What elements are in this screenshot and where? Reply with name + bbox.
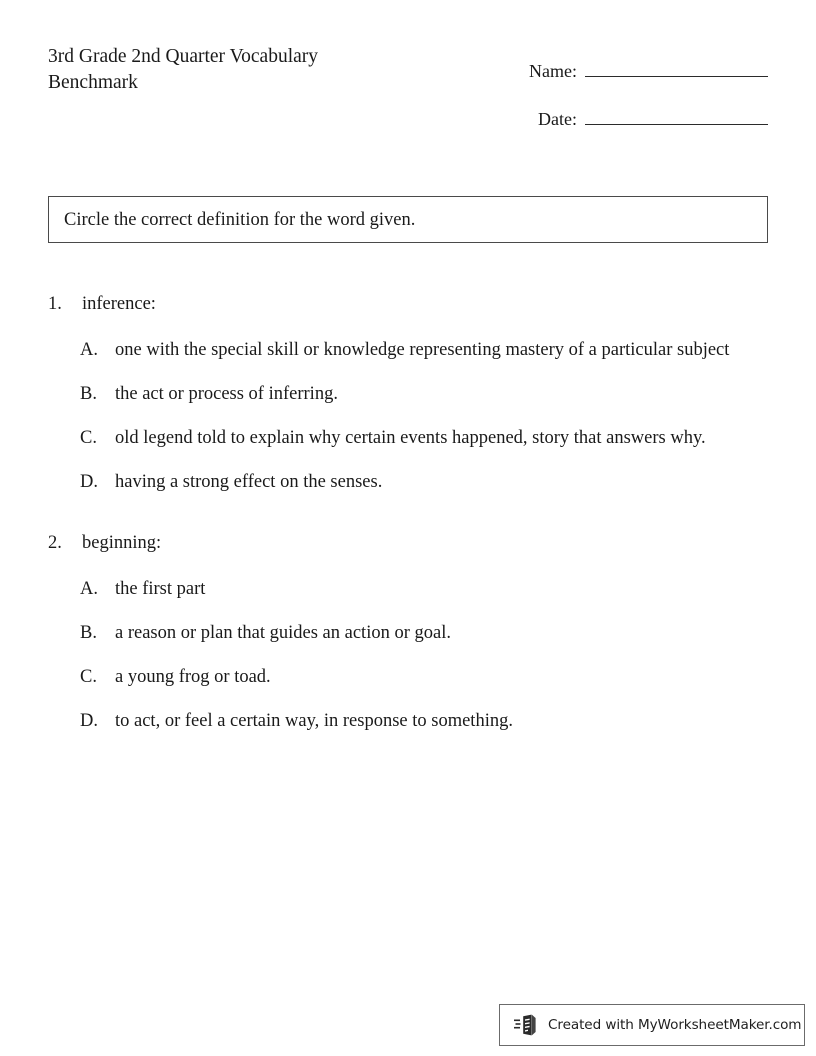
name-date-block (510, 54, 768, 150)
option-text: having a strong effect on the senses. (115, 472, 383, 492)
option-item[interactable] (80, 574, 768, 604)
name-input-line[interactable] (585, 54, 768, 77)
worksheet-maker-badge[interactable] (499, 1004, 805, 1046)
name-label: Name: (529, 61, 577, 81)
option-item[interactable] (80, 706, 768, 736)
option-letter: C. (80, 428, 97, 448)
option-item[interactable] (80, 662, 768, 692)
option-text: a reason or plan that guides an action or goal. (115, 623, 451, 643)
option-list (80, 574, 768, 736)
option-item[interactable] (80, 335, 768, 365)
option-letter: A. (80, 340, 98, 360)
option-item[interactable] (80, 379, 768, 409)
option-letter: A. (80, 579, 98, 599)
option-list (80, 335, 768, 497)
option-item[interactable] (80, 618, 768, 648)
question-item (48, 292, 768, 497)
option-text: the act or process of inferring. (115, 384, 338, 404)
option-letter: B. (80, 384, 97, 404)
badge-label: Created with MyWorksheetMaker.com (548, 1017, 802, 1033)
instruction-box (48, 196, 768, 243)
date-input-line[interactable] (585, 102, 768, 125)
question-item (48, 531, 768, 736)
option-text: to act, or feel a certain way, in response to something. (115, 711, 513, 731)
option-item[interactable] (80, 467, 768, 497)
option-text: old legend told to explain why certain events happened, story that answers why. (115, 428, 706, 448)
option-letter: C. (80, 667, 97, 687)
question-heading (48, 292, 768, 316)
question-heading (48, 531, 768, 555)
date-row (510, 102, 768, 150)
worksheet-maker-logo-icon (514, 1013, 540, 1037)
date-label: Date: (538, 109, 577, 129)
option-text: the first part (115, 579, 206, 599)
name-row (510, 54, 768, 102)
question-word: beginning: (82, 533, 162, 553)
page-title: 3rd Grade 2nd Quarter Vocabulary Benchmark (48, 46, 319, 93)
questions-list (48, 292, 768, 770)
option-letter: B. (80, 623, 97, 643)
option-item[interactable] (80, 423, 768, 453)
page-header (48, 44, 768, 150)
option-text: a young frog or toad. (115, 667, 271, 687)
question-number: 1. (48, 294, 62, 314)
question-number: 2. (48, 533, 62, 553)
option-letter: D. (80, 472, 98, 492)
instruction-text: Circle the correct definition for the word given. (64, 209, 416, 230)
option-letter: D. (80, 711, 98, 731)
option-text: one with the special skill or knowledge representing mastery of a particular subject (115, 340, 730, 360)
question-word: inference: (82, 294, 156, 314)
